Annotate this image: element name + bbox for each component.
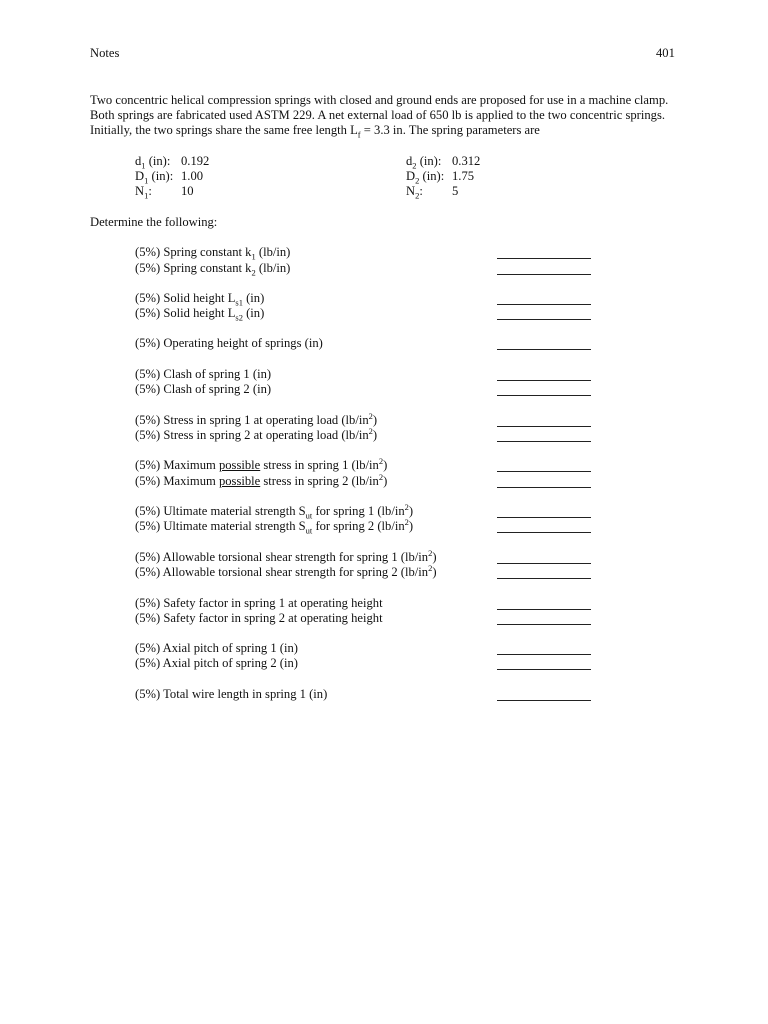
- answer-blank-safety1[interactable]: [497, 609, 591, 610]
- param-d2-label: $d_2$ (in):: [406, 154, 442, 171]
- question-operating-height: (5%) Operating height of springs (in): [135, 336, 323, 350]
- header-notes: Notes: [90, 46, 120, 60]
- answer-blank-k1[interactable]: [497, 258, 591, 259]
- question-pitch2: (5%) Axial pitch of spring 2 (in): [135, 656, 298, 670]
- determine-heading: Determine the following:: [90, 215, 218, 229]
- question-pitch1: (5%) Axial pitch of spring 1 (in): [135, 641, 298, 655]
- param-d1-value: 0.192: [181, 154, 210, 168]
- question-ls1: (5%) Solid height $L_{s1}$ (in): [135, 291, 265, 308]
- answer-blank-allowable1[interactable]: [497, 563, 591, 564]
- question-wire-length1: (5%) Total wire length in spring 1 (in): [135, 687, 328, 701]
- param-D2-label: $D_2$ (in):: [406, 169, 445, 186]
- intro-paragraph: [90, 93, 690, 138]
- question-safety1: (5%) Safety factor in spring 1 at operating height: [135, 596, 383, 610]
- param-d2-value: 0.312: [452, 154, 481, 168]
- intro-line-1: Two concentric helical compression springs with closed and ground ends are proposed for use in a machine clamp.: [90, 93, 669, 107]
- param-D1-label: $D_1$ (in):: [135, 169, 174, 186]
- answer-blank-pitch1[interactable]: [497, 654, 591, 655]
- answer-blank-clash1[interactable]: [497, 380, 591, 381]
- answer-blank-allowable2[interactable]: [497, 578, 591, 579]
- question-max-stress2: (5%) Maximum possible stress in spring 2 $(lb/in^2)$: [135, 471, 388, 488]
- question-k1: (5%) Spring constant $k_1$ (lb/in): [135, 245, 291, 262]
- answer-blank-safety2[interactable]: [497, 624, 591, 625]
- answer-blank-ultimate1[interactable]: [497, 517, 591, 518]
- question-clash2: (5%) Clash of spring 2 (in): [135, 382, 272, 396]
- answer-blank-max-stress1[interactable]: [497, 471, 591, 472]
- question-ls2: (5%) Solid height $L_{s2}$ (in): [135, 306, 265, 323]
- answer-blank-max-stress2[interactable]: [497, 487, 591, 488]
- param-N1-value: 10: [181, 184, 194, 198]
- question-k2: (5%) Spring constant $k_2$ (lb/in): [135, 261, 291, 278]
- answer-blank-clash2[interactable]: [497, 395, 591, 396]
- param-D1-value: 1.00: [181, 169, 204, 183]
- param-D2-value: 1.75: [452, 169, 475, 183]
- intro-line-3: Initially, the two springs share the same free length $L_f = 3.3$ in. The spring parameters are: [90, 123, 540, 140]
- param-N2-value: 5: [452, 184, 459, 198]
- answer-blank-operating-height[interactable]: [497, 349, 591, 350]
- question-ultimate1: (5%) Ultimate material strength $S_{ut}$ for spring 1 $(lb/in^2)$: [135, 501, 414, 521]
- answer-blank-ultimate2[interactable]: [497, 532, 591, 533]
- answer-blank-stress1[interactable]: [497, 426, 591, 427]
- intro-line-2: Both springs are fabricated used ASTM 229. A net external load of 650 lb is applied to the two concentric springs.: [90, 108, 665, 122]
- question-allowable2: (5%) Allowable torsional shear strength for spring 2 $(lb/in^2)$: [135, 562, 437, 579]
- answer-blank-pitch2[interactable]: [497, 669, 591, 670]
- answer-blank-k2[interactable]: [497, 274, 591, 275]
- question-allowable1: (5%) Allowable torsional shear strength for spring 1 $(lb/in^2)$: [135, 547, 437, 564]
- question-stress2: (5%) Stress in spring 2 at operating load $(lb/in^2)$: [135, 425, 378, 442]
- answer-blank-stress2[interactable]: [497, 441, 591, 442]
- question-clash1: (5%) Clash of spring 1 (in): [135, 367, 272, 381]
- question-ultimate2: (5%) Ultimate material strength $S_{ut}$ for spring 2 $(lb/in^2)$: [135, 516, 414, 536]
- param-d1-label: $d_1$ (in):: [135, 154, 171, 171]
- question-max-stress1: (5%) Maximum possible stress in spring 1 $(lb/in^2)$: [135, 455, 388, 472]
- answer-blank-ls1[interactable]: [497, 304, 591, 305]
- question-safety2: (5%) Safety factor in spring 2 at operating height: [135, 611, 383, 625]
- answer-blank-ls2[interactable]: [497, 319, 591, 320]
- param-N1-label: $N_1$:: [135, 184, 152, 201]
- page-number: 401: [656, 46, 675, 60]
- answer-blank-wire-length1[interactable]: [497, 700, 591, 701]
- question-stress1: (5%) Stress in spring 1 at operating load $(lb/in^2)$: [135, 410, 378, 427]
- param-N2-label: $N_2$:: [406, 184, 423, 201]
